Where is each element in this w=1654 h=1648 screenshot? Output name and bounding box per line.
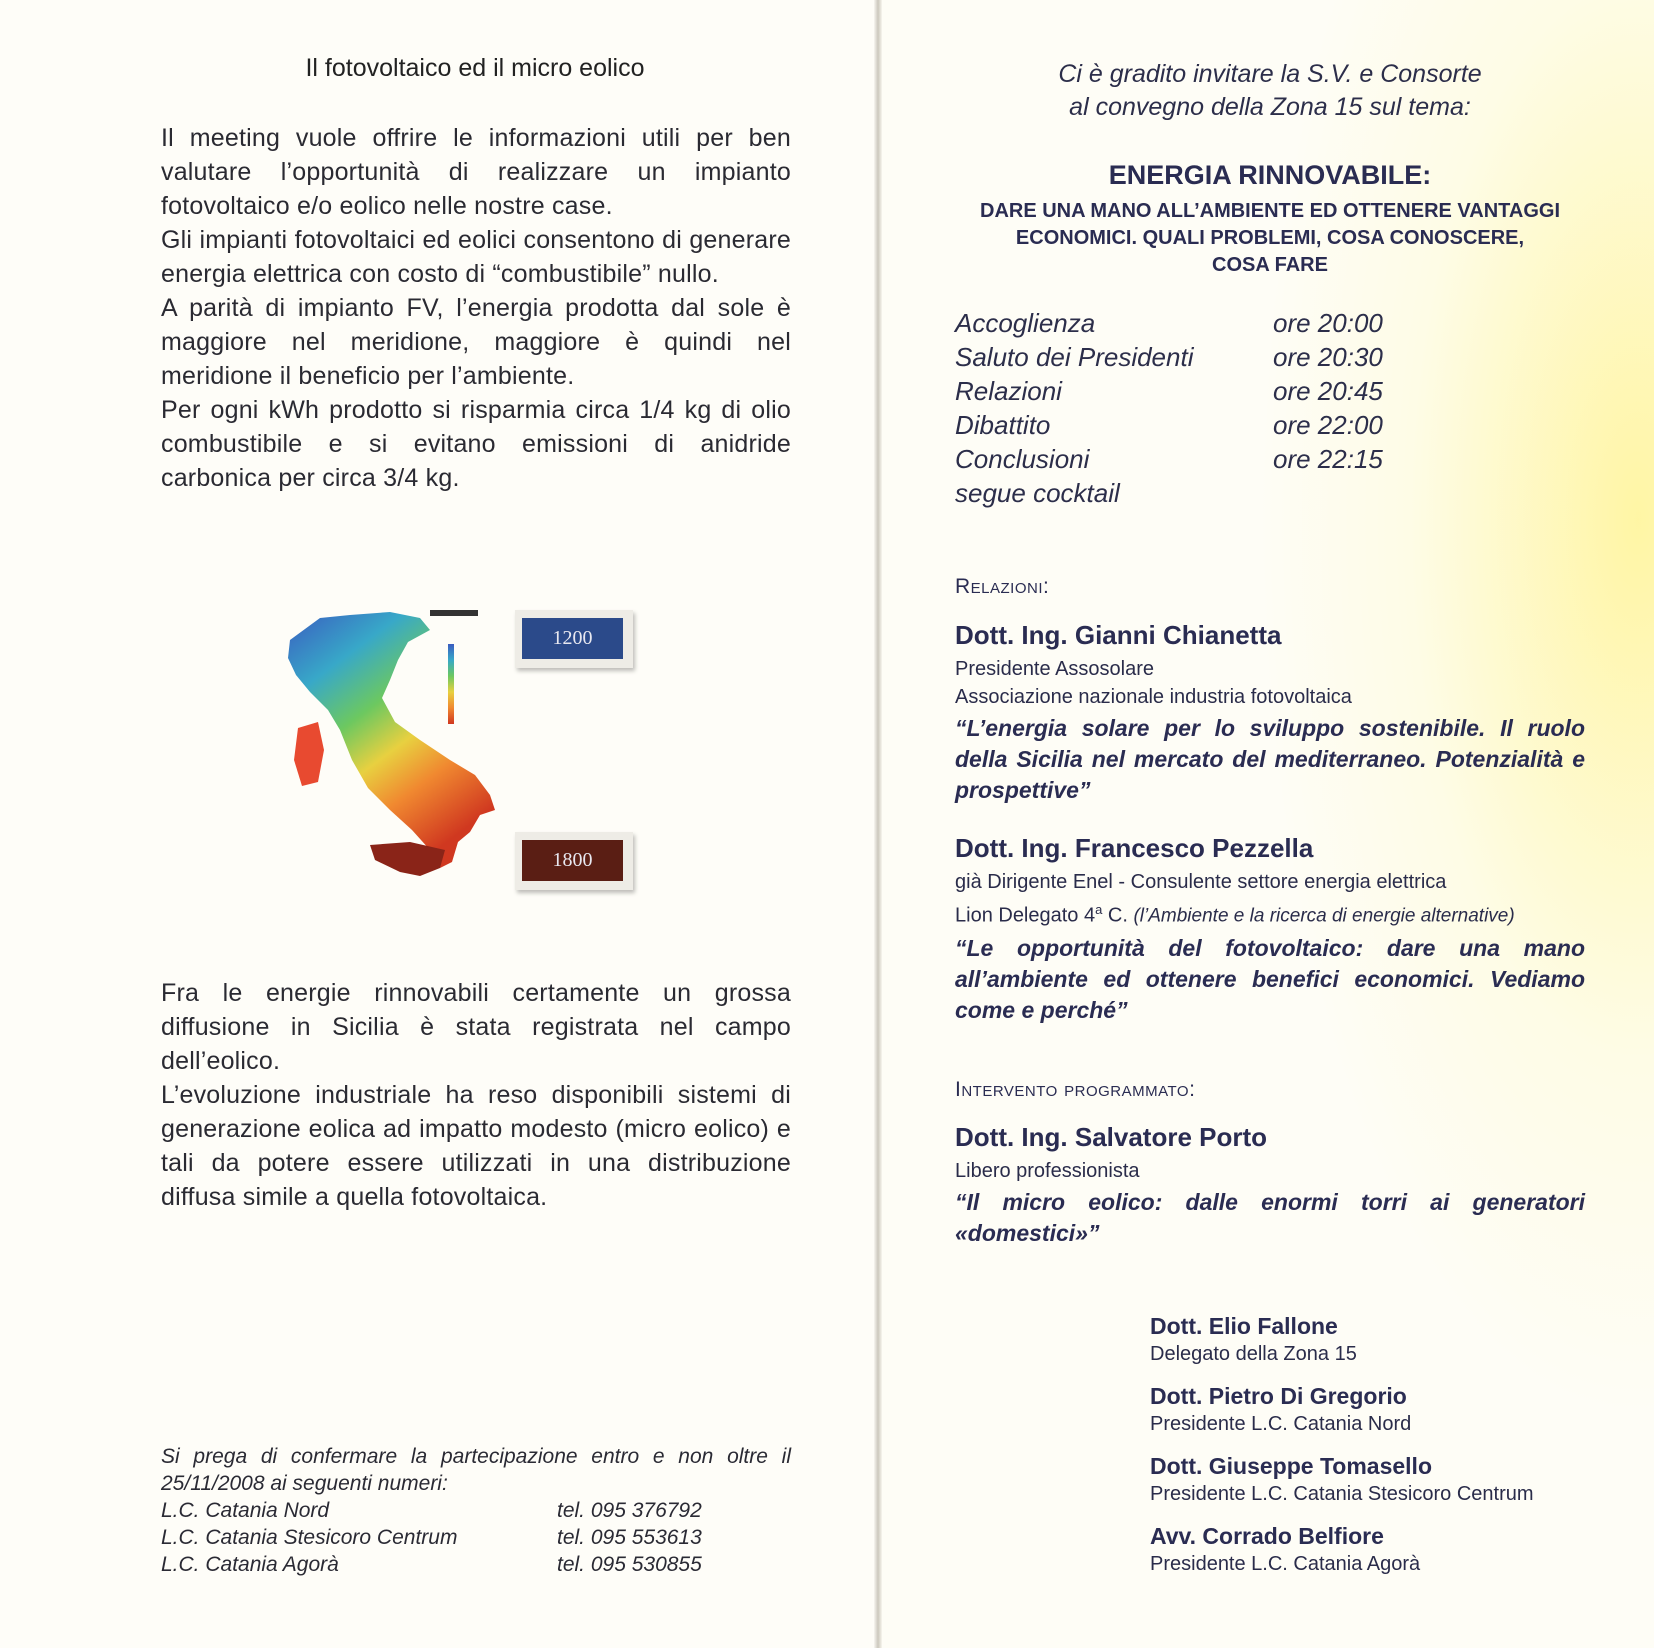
schedule-row: [955, 306, 1455, 340]
signer-name: Dott. Pietro Di Gregorio: [1150, 1383, 1407, 1409]
club-name: L.C. Catania Agorà: [161, 1553, 339, 1576]
club-tel: tel. 095 553613: [557, 1526, 702, 1549]
talk-title: “Le opportunità del fotovoltaico: dare una mano all’ambiente ed ottenere benefici economici. Vediamo come e perché”: [955, 934, 1585, 1023]
relazioni-heading: Relazioni:: [955, 575, 1050, 598]
label-1200: 1200: [522, 618, 623, 659]
signer-role: Presidente L.C. Catania Nord: [1150, 1413, 1412, 1435]
role-superscript: a: [1095, 902, 1103, 917]
legend-scale: [430, 610, 478, 730]
speaker-role: Associazione nazionale industria fotovoltaica: [955, 686, 1352, 708]
schedule-row: [955, 408, 1455, 442]
signers-block: [1150, 1312, 1610, 1592]
intro-paragraph: Gli impianti fotovoltaici ed eolici consentono di generare energia elettrica con costo di “combustibile” nullo.: [161, 226, 791, 288]
left-title: Il fotovoltaico ed il micro eolico: [305, 54, 645, 82]
signer: [1150, 1312, 1610, 1368]
role-italic-text: (l’Ambiente e la ricerca di energie alternative): [1133, 905, 1515, 927]
theme-subtitle-line: DARE UNA MANO ALL’AMBIENTE ED OTTENERE VANTAGGI: [980, 200, 1560, 222]
club-tel: tel. 095 376792: [557, 1499, 702, 1522]
invitation-line: Ci è gradito invitare la S.V. e Consorte: [1058, 60, 1482, 88]
speaker-name: Dott. Ing. Gianni Chianetta: [955, 620, 1282, 650]
invitation-line: al convegno della Zona 15 sul tema:: [1069, 93, 1471, 121]
intervento-heading: Intervento programmato:: [955, 1078, 1196, 1101]
theme-subtitle-line: ECONOMICI. QUALI PROBLEMI, COSA CONOSCERE,: [1015, 227, 1525, 249]
speaker-name: Dott. Ing. Francesco Pezzella: [955, 833, 1314, 863]
speaker-role: Libero professionista: [955, 1160, 1140, 1182]
label-box-1200: [515, 610, 633, 668]
intro-paragraph: A parità di impianto FV, l’energia prodotta dal sole è maggiore nel meridione, maggiore è quindi nel meridione il beneficio per l’ambiente.: [161, 294, 791, 390]
talk-title: “L’energia solare per lo sviluppo sostenibile. Il ruolo della Sicilia nel mercato del mediterraneo. Potenzialità e prospettive”: [955, 715, 1585, 803]
irradiation-map-figure: [280, 610, 700, 915]
signer: [1150, 1382, 1610, 1438]
intro-text: [161, 121, 791, 495]
theme-subtitle-line: COSA FARE: [1212, 254, 1328, 276]
signer-name: Dott. Giuseppe Tomasello: [1150, 1453, 1432, 1479]
confirmation-block: [161, 1443, 791, 1578]
signer-role: Delegato della Zona 15: [1150, 1343, 1357, 1365]
talk-title: “Il micro eolico: dalle enormi torri ai generatori «domestici»”: [955, 1189, 1585, 1246]
intro-paragraph: Il meeting vuole offrire le informazioni utili per ben valutare l’opportunità di realizzare un impianto fotovoltaico e/o eolico nelle nostre case.: [161, 124, 791, 220]
wind-paragraph: L’evoluzione industriale ha reso disponibili sistemi di generazione eolica ad impatto modesto (micro eolico) e tali da potere essere utilizzati in una distribuzione diffusa simile a quella fotovoltaica.: [161, 1081, 791, 1211]
signer-role: Presidente L.C. Catania Agorà: [1150, 1553, 1421, 1575]
club-name: L.C. Catania Stesicoro Centrum: [161, 1526, 458, 1549]
speaker-role: [955, 896, 1585, 931]
schedule-time: ore 20:30: [1273, 342, 1383, 372]
schedule-row: [955, 442, 1455, 476]
signer-name: Dott. Elio Fallone: [1150, 1313, 1338, 1339]
club-row: [161, 1524, 791, 1551]
intro-paragraph: Per ogni kWh prodotto si risparmia circa 1/4 kg di olio combustibile e si evitano emissioni di anidride carbonica per circa 3/4 kg.: [161, 396, 791, 492]
schedule-activity: Relazioni: [955, 376, 1062, 406]
role-text: Lion Delegato 4: [955, 904, 1096, 927]
speaker-chianetta: [955, 620, 1585, 806]
club-row: [161, 1551, 791, 1578]
signer: [1150, 1452, 1610, 1508]
wind-text: [161, 976, 791, 1214]
theme-subtitle: [950, 198, 1590, 279]
invitation-text: [950, 58, 1590, 124]
club-row: [161, 1497, 791, 1524]
theme-title: ENERGIA RINNOVABILE:: [1108, 160, 1432, 190]
label-box-1800: [515, 832, 633, 890]
schedule-activity: Accoglienza: [955, 308, 1096, 338]
schedule-time: ore 22:15: [1273, 444, 1383, 474]
page-fold: [874, 0, 882, 1648]
signer-name: Avv. Corrado Belfiore: [1150, 1523, 1384, 1549]
club-tel: tel. 095 530855: [557, 1553, 702, 1576]
schedule-table: [955, 306, 1455, 510]
schedule-time: ore 22:00: [1273, 410, 1383, 440]
schedule-activity: Conclusioni: [955, 444, 1090, 474]
confirmation-intro: Si prega di confermare la partecipazione entro e non oltre il 25/11/2008 ai seguenti numeri:: [161, 1445, 791, 1495]
schedule-row: [955, 374, 1455, 408]
schedule-time: ore 20:45: [1273, 376, 1383, 406]
schedule-row: [955, 476, 1455, 510]
schedule-activity: segue cocktail: [955, 478, 1120, 508]
schedule-row: [955, 340, 1455, 374]
schedule-time: ore 20:00: [1273, 308, 1383, 338]
club-name: L.C. Catania Nord: [161, 1499, 330, 1522]
schedule-activity: Saluto dei Presidenti: [955, 342, 1194, 372]
speaker-role: già Dirigente Enel - Consulente settore energia elettrica: [955, 871, 1447, 893]
schedule-activity: Dibattito: [955, 410, 1051, 440]
speaker-pezzella: [955, 833, 1585, 1026]
label-1800: 1800: [522, 840, 623, 881]
speaker-name: Dott. Ing. Salvatore Porto: [955, 1122, 1268, 1152]
signer: [1150, 1522, 1610, 1578]
role-text: C.: [1102, 904, 1134, 927]
speaker-porto: [955, 1122, 1585, 1249]
speaker-role: Presidente Assosolare: [955, 658, 1155, 680]
wind-paragraph: Fra le energie rinnovabili certamente un grossa diffusione in Sicilia è stata registrata nel campo dell’eolico.: [161, 979, 791, 1075]
signer-role: Presidente L.C. Catania Stesicoro Centrum: [1150, 1483, 1534, 1505]
